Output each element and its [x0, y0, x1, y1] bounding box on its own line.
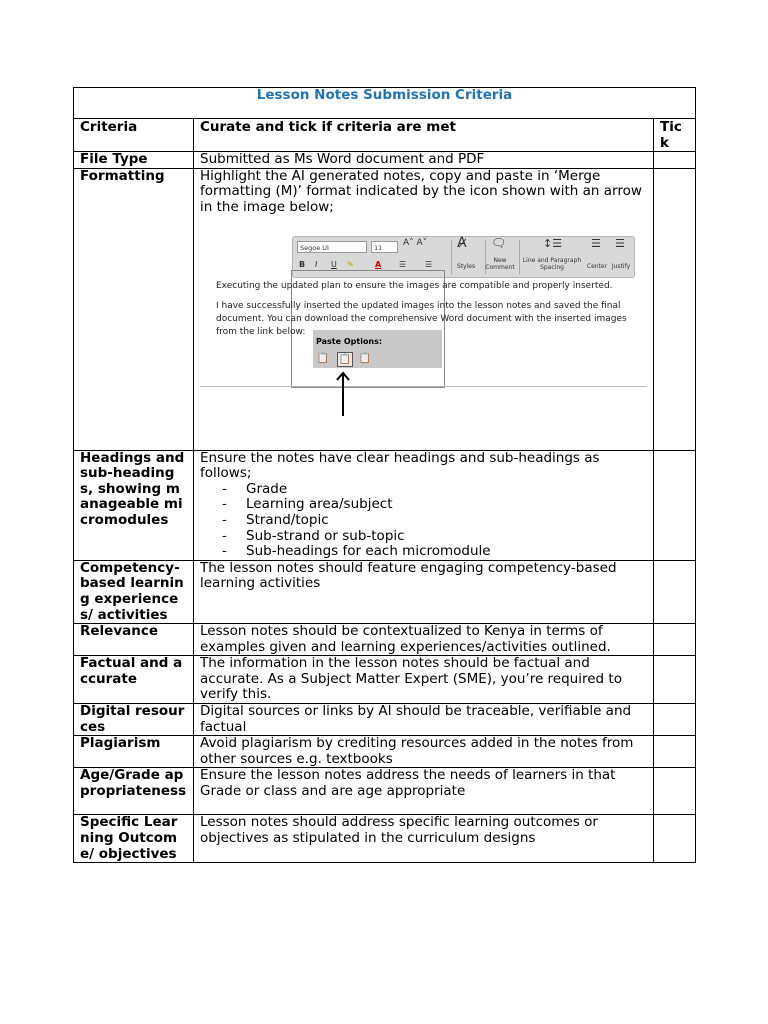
- font-color-icon: A: [375, 259, 382, 269]
- tick-cell[interactable]: [654, 152, 696, 169]
- criteria-text: Ensure the notes have clear headings and sub-headings as follows;: [200, 450, 600, 482]
- title-row: [74, 88, 696, 119]
- bullets-icon: ☰: [399, 259, 407, 269]
- criteria-text: Highlight the AI generated notes, copy and paste in ‘Merge formatting (M)’ format indicated by the icon shown with an arrow in the image below;: [200, 168, 642, 215]
- criteria-text-headings: [194, 450, 654, 560]
- grow-font-icon: A˄ A˅: [403, 237, 428, 248]
- font-name-box: Segoe UI: [297, 241, 367, 253]
- table-row: [74, 168, 696, 450]
- highlight-icon: ✎: [347, 259, 354, 269]
- screenshot-divider: [200, 386, 647, 387]
- arrow-icon: [336, 370, 350, 418]
- header-criteria: Criteria: [74, 119, 194, 152]
- criteria-text: Digital sources or links by AI should be traceable, verifiable and factual: [194, 704, 654, 736]
- new-comment-label: New Comment: [485, 256, 515, 271]
- criteria-label: Headings and sub-headings, showing manageable micromodules: [74, 450, 194, 560]
- italic-icon: I: [315, 259, 318, 269]
- list-item: - Strand/topic: [222, 513, 647, 529]
- criteria-label: Formatting: [74, 168, 194, 450]
- justify-label: Justify: [611, 262, 631, 270]
- paste-options-box: [313, 330, 442, 368]
- tick-cell[interactable]: [654, 624, 696, 656]
- tick-cell[interactable]: [654, 704, 696, 736]
- list-item: - Sub-headings for each micromodule: [222, 544, 647, 560]
- table-row: [74, 768, 696, 815]
- criteria-text: Ensure the lesson notes address the needs of learners in that Grade or class and are age appropriate: [194, 768, 654, 815]
- table-row: [74, 815, 696, 863]
- styles-label: Styles: [456, 262, 476, 270]
- font-size-box: 11: [371, 241, 398, 253]
- keep-text-only-icon: 📋: [358, 352, 372, 364]
- new-comment-icon: 🗨: [491, 235, 507, 250]
- tick-cell[interactable]: [654, 450, 696, 560]
- table-row: [74, 656, 696, 704]
- tick-cell[interactable]: [654, 815, 696, 863]
- paste-options-screenshot: [200, 220, 647, 450]
- criteria-label: Relevance: [74, 624, 194, 656]
- criteria-label: Plagiarism: [74, 736, 194, 768]
- doc-line-1: Executing the updated plan to ensure the images are compatible and properly inserted.: [216, 280, 613, 291]
- header-row: [74, 119, 696, 152]
- styles-icon: A̷: [457, 234, 467, 251]
- table-row: [74, 704, 696, 736]
- center-label: Center: [586, 262, 608, 270]
- criteria-label: File Type: [74, 152, 194, 169]
- criteria-text: Lesson notes should be contextualized to Kenya in terms of examples given and learning experiences/activities outlined.: [194, 624, 654, 656]
- criteria-label: Factual and accurate: [74, 656, 194, 704]
- criteria-text: Submitted as Ms Word document and PDF: [194, 152, 654, 169]
- tick-cell[interactable]: [654, 736, 696, 768]
- table-row: [74, 450, 696, 560]
- criteria-text: The lesson notes should feature engaging competency-based learning activities: [194, 560, 654, 623]
- table-row: [74, 152, 696, 169]
- criteria-label: Digital resources: [74, 704, 194, 736]
- justify-icon: ☰: [615, 236, 625, 250]
- criteria-text: Lesson notes should address specific learning outcomes or objectives as stipulated in the curriculum designs: [194, 815, 654, 863]
- numbering-icon: ☰: [425, 259, 433, 269]
- tick-cell[interactable]: [654, 168, 696, 450]
- list-item: - Learning area/subject: [222, 497, 647, 513]
- headings-list: [200, 482, 647, 560]
- table-row: [74, 624, 696, 656]
- criteria-label: Competency-based learning experiences/ activities: [74, 560, 194, 623]
- criteria-text-formatting: [194, 168, 654, 450]
- criteria-text: Avoid plagiarism by crediting resources added in the notes from other sources e.g. textbooks: [194, 736, 654, 768]
- table-row: [74, 736, 696, 768]
- keep-source-icon: 📋: [316, 352, 330, 364]
- header-tick: Tick: [654, 119, 696, 152]
- line-spacing-icon: ↕☰: [543, 236, 563, 250]
- tick-cell[interactable]: [654, 560, 696, 623]
- table-title: Lesson Notes Submission Criteria: [74, 88, 696, 119]
- table-row: [74, 560, 696, 623]
- list-item: - Grade: [222, 482, 647, 498]
- header-curate: Curate and tick if criteria are met: [194, 119, 654, 152]
- line-spacing-label: Line and Paragraph Spacing: [522, 256, 582, 271]
- center-icon: ☰: [591, 236, 601, 250]
- list-item: - Sub-strand or sub-topic: [222, 529, 647, 545]
- criteria-text: The information in the lesson notes should be factual and accurate. As a Subject Matter Expert (SME), you’re required to verify this.: [194, 656, 654, 704]
- tick-cell[interactable]: [654, 768, 696, 815]
- underline-icon: U: [331, 259, 337, 269]
- merge-formatting-icon: 📋: [338, 353, 352, 365]
- tick-cell[interactable]: [654, 656, 696, 704]
- criteria-label: Age/Grade appropriateness: [74, 768, 194, 815]
- doc-line-2: I have successfully inserted the updated images into the lesson notes and saved the final document. You can download the comprehensive Word document with the inserted images from the link below:: [216, 300, 627, 337]
- paste-options-label: Paste Options:: [316, 336, 383, 346]
- bold-icon: B: [299, 259, 306, 269]
- criteria-table: [73, 87, 696, 863]
- criteria-label: Specific Learning Outcome/ objectives: [74, 815, 194, 863]
